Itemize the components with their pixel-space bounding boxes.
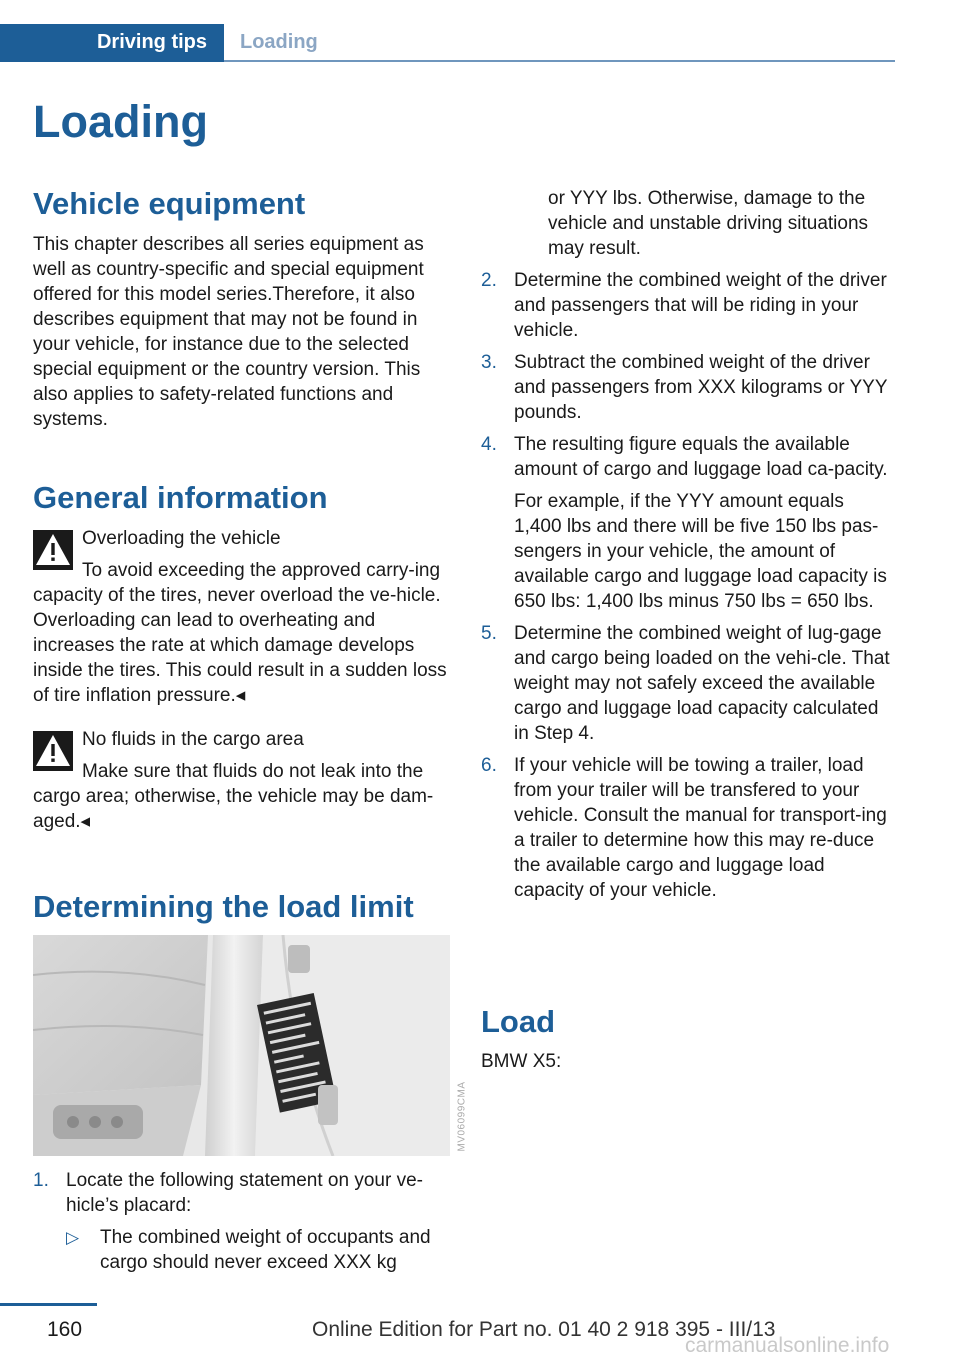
warning-title-fluids: No fluids in the cargo area xyxy=(82,729,304,750)
load-text: BMW X5: xyxy=(481,1051,562,1072)
steps-list-left xyxy=(33,1168,448,1282)
watermark: carmanualsonline.info xyxy=(685,1334,890,1357)
page-number: 160 xyxy=(47,1318,83,1341)
vehicle-placard-photo xyxy=(33,935,450,1156)
list-item xyxy=(481,350,896,425)
heading-load-limit: Determining the load limit xyxy=(33,889,414,924)
subsection-label: Loading xyxy=(240,31,318,53)
section-tab xyxy=(0,24,224,62)
image-code xyxy=(450,1081,470,1156)
step-number: 3. xyxy=(481,352,497,373)
edition-info: Online Edition for Part no. 01 40 2 918 395 - III/13 xyxy=(312,1318,776,1341)
sub-item-continued-text: or YYY lbs. Otherwise, damage to the vehicle and unstable driving situations may result. xyxy=(548,188,869,259)
step-text: If your vehicle will be towing a trailer, load from your trailer will be transfered to your vehicle. Consult the manual for transport-ing a trailer to determine how this may re-duce the available cargo and luggage load capacity of your vehicle. xyxy=(514,755,887,901)
header-rule xyxy=(224,60,895,62)
step-text: Subtract the combined weight of the driver and passengers from XXX kilograms or YYY pounds. xyxy=(514,352,888,423)
image-code-text: MV06099CMA xyxy=(456,1081,468,1152)
step-number: 2. xyxy=(481,270,497,291)
step-number: 5. xyxy=(481,623,497,644)
page-number-rule xyxy=(0,1303,97,1306)
sub-item xyxy=(66,1225,448,1275)
step-text: The resulting figure equals the available amount of cargo and luggage load ca-pacity. xyxy=(514,434,888,480)
page-title: Loading xyxy=(33,96,208,147)
sub-item-text: The combined weight of occupants and cargo should never exceed XXX kg xyxy=(100,1227,431,1273)
list-item xyxy=(481,268,896,343)
triangle-bullet-icon: ▷ xyxy=(66,1228,80,1247)
heading-general-information: General information xyxy=(33,480,328,515)
step-example-text: For example, if the YYY amount equals 1,400 lbs and there will be five 150 lbs pas-sengers in your vehicle, the amount of available cargo and luggage load capacity is 650 lbs: 1,400 lbs minus 750 lbs = 650 lbs. xyxy=(514,491,887,612)
list-item xyxy=(33,1168,448,1275)
heading-load: Load xyxy=(481,1004,556,1039)
step-text: Locate the following statement on your ve-hicle’s placard: xyxy=(66,1170,423,1216)
warning-text-fluids: Make sure that fluids do not leak into the cargo area; otherwise, the vehicle may be dam-aged.◂ xyxy=(33,761,434,832)
page-header xyxy=(0,24,895,62)
step-number: 1. xyxy=(33,1170,49,1191)
warning-title-overloading: Overloading the vehicle xyxy=(82,528,281,549)
heading-vehicle-equipment: Vehicle equipment xyxy=(33,186,306,221)
step-number: 4. xyxy=(481,434,497,455)
warning-text-overloading: To avoid exceeding the approved carry-ing capacity of the tires, never overload the ve-hicle. Overloading can lead to overheating and increases the rate at which damage develops inside the tires. This could result in a sudden loss of tire inflation pressure.◂ xyxy=(33,560,447,706)
step-number: 6. xyxy=(481,755,497,776)
list-item xyxy=(481,621,896,746)
steps-list-right xyxy=(481,268,896,910)
vehicle-equipment-text: This chapter describes all series equipment as well as country-specific and special equipment offered for this model series.Therefore, it also describes equipment that may not be found in your vehicle, for instance due to the selected special equipment or the country version. This also applies to safety-related functions and systems. xyxy=(33,234,424,430)
section-label: Driving tips xyxy=(96,31,207,53)
list-item xyxy=(481,432,896,614)
list-item xyxy=(481,753,896,903)
step-text: Determine the combined weight of lug-gage and cargo being loaded on the vehi-cle. That weight may not safely exceed the available cargo and luggage load capacity calculated in Step 4. xyxy=(514,623,890,744)
step-text: Determine the combined weight of the driver and passengers that will be riding in your vehicle. xyxy=(514,270,887,341)
